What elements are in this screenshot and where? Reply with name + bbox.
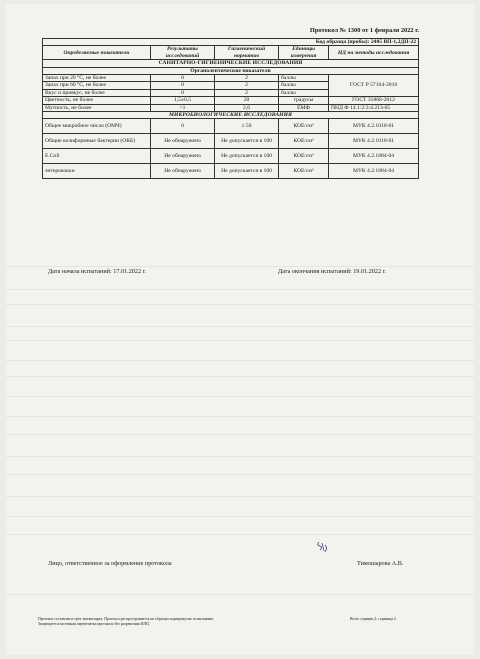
method-value: МУК 4.2.1018-01 bbox=[329, 119, 419, 134]
method-value: ГОСТ Р 57164-2016 bbox=[329, 75, 419, 97]
indicator-name: Цветность, не более bbox=[43, 97, 151, 104]
norm-value: 20 bbox=[215, 97, 279, 104]
indicator-name: Мутность, не более bbox=[43, 104, 151, 111]
norm-value: Не допускается в 100 bbox=[215, 134, 279, 149]
unit-value: КОЕ/см³ bbox=[279, 149, 329, 164]
norm-value: 2 bbox=[215, 82, 279, 89]
column-header: Определяемые показатели bbox=[43, 46, 151, 60]
indicator-name: Общее микробное число (ОМЧ) bbox=[43, 119, 151, 134]
sample-code-row bbox=[43, 39, 419, 46]
unit-value: ЕМФ bbox=[279, 104, 329, 111]
table-row bbox=[43, 149, 419, 164]
unit-value: КОЕ/см³ bbox=[279, 119, 329, 134]
page-counter: Всего страниц 2; страница 2 bbox=[350, 617, 396, 621]
footer-note: Запрещается частичная перепечатка протокола без разрешения ИЛЦ bbox=[38, 622, 149, 626]
responsible-person-label: Лицо, ответственное за оформление протокола bbox=[48, 560, 172, 567]
table-row bbox=[43, 75, 419, 82]
method-value: МУК 4.2.1884-04 bbox=[329, 149, 419, 164]
table-row bbox=[43, 97, 419, 104]
result-value: 0 bbox=[151, 89, 215, 96]
table-row bbox=[43, 119, 419, 134]
results-table bbox=[42, 38, 419, 179]
column-header: Гигиенический норматив bbox=[215, 46, 279, 60]
result-value: Не обнаружено bbox=[151, 164, 215, 179]
indicator-name: Запах при 60 °С, не более bbox=[43, 82, 151, 89]
end-date: Дата окончания испытаний: 19.01.2022 г. bbox=[278, 268, 386, 275]
norm-value: 2 bbox=[215, 75, 279, 82]
indicator-name: Общие колиформные бактерии (ОКБ) bbox=[43, 134, 151, 149]
method-value: МУК 4.2.1884-04 bbox=[329, 164, 419, 179]
method-value: МУК 4.2.1018-01 bbox=[329, 134, 419, 149]
norm-value: 2 bbox=[215, 89, 279, 96]
unit-value: баллы bbox=[279, 89, 329, 96]
protocol-title: Протокол № 1300 от 1 февраля 2022 г. bbox=[309, 27, 419, 34]
method-value: ГОСТ 31868-2012 bbox=[329, 97, 419, 104]
result-value: <1 bbox=[151, 104, 215, 111]
unit-value: баллы bbox=[279, 75, 329, 82]
table-row bbox=[43, 104, 419, 111]
sample-code: Код образца (пробы): 2405 ВП-1,2ДП-22 bbox=[43, 39, 419, 46]
norm-value: ≤ 50 bbox=[215, 119, 279, 134]
indicator-name: энтерококки bbox=[43, 164, 151, 179]
indicator-name: E.Coli bbox=[43, 149, 151, 164]
result-value: Не обнаружено bbox=[151, 134, 215, 149]
column-header: НД на методы исследования bbox=[329, 46, 419, 60]
footer-note: Протокол составлен в трех экземплярах. Протокол распространяется на образцы подвергнутые испытаниям. bbox=[38, 617, 214, 621]
norm-value: Не допускается в 100 bbox=[215, 149, 279, 164]
start-date: Дата начала испытаний: 17.01.2022 г. bbox=[48, 268, 147, 275]
unit-value: градусы bbox=[279, 97, 329, 104]
unit-value: КОЕ/см³ bbox=[279, 164, 329, 179]
result-value: 0 bbox=[151, 75, 215, 82]
indicator-name: Вкус и привкус, не более bbox=[43, 89, 151, 96]
table-row bbox=[43, 164, 419, 179]
unit-value: КОЕ/см³ bbox=[279, 134, 329, 149]
responsible-person-name: Тимошарова А.В. bbox=[357, 560, 404, 567]
result-value: 0 bbox=[151, 82, 215, 89]
section-title: МИКРОБИОЛОГИЧЕСКИЕ ИССЛЕДОВАНИЯ bbox=[43, 112, 419, 119]
subsection-title: Органолептические показатели bbox=[43, 67, 419, 74]
norm-value: 2,6 bbox=[215, 104, 279, 111]
column-header: Результаты исследований bbox=[151, 46, 215, 60]
result-value: Не обнаружено bbox=[151, 149, 215, 164]
indicator-name: Запах при 20 °С, не более bbox=[43, 75, 151, 82]
column-header: Единицы измерения bbox=[279, 46, 329, 60]
result-value: 1,5±0,5 bbox=[151, 97, 215, 104]
table-row bbox=[43, 134, 419, 149]
result-value: 0 bbox=[151, 119, 215, 134]
table-header-row bbox=[43, 46, 419, 60]
section-title: САНИТАРНО-ГИГИЕНИЧЕСКИЕ ИССЛЕДОВАНИЯ bbox=[43, 60, 419, 67]
signature-mark bbox=[313, 540, 331, 554]
unit-value: баллы bbox=[279, 82, 329, 89]
footer-notes bbox=[38, 617, 214, 627]
norm-value: Не допускается в 100 bbox=[215, 164, 279, 179]
method-value: ПНД Ф 14.1:2:3:4.213-05 bbox=[329, 104, 419, 111]
